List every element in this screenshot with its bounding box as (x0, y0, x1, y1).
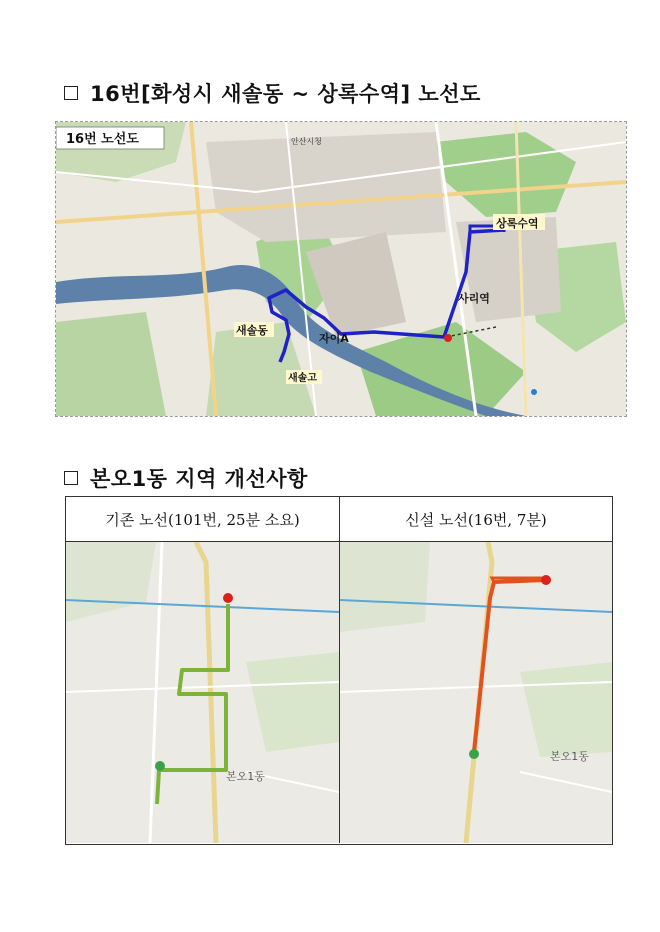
map-title-label: 16번 노선도 (66, 132, 139, 147)
new-route-map (340, 542, 612, 843)
comparison-table (65, 496, 613, 845)
heading-improvements-text: 본오1동 지역 개선사항 (90, 467, 308, 491)
label-zia: 자이A (319, 332, 349, 345)
end-marker-icon (155, 761, 165, 771)
existing-route-map-graphic (66, 542, 339, 843)
label-sari: 사리역 (458, 292, 490, 305)
right-map-area-label: 본오1동 (550, 750, 589, 763)
section-heading-improvements (64, 463, 308, 493)
section-heading-route-map (64, 78, 481, 108)
route-16-map-graphic (56, 122, 626, 416)
left-map-area-label: 본오1동 (226, 770, 265, 783)
label-saesol-go: 새솔고 (288, 373, 317, 384)
start-marker-icon (223, 593, 233, 603)
right-header: 신설 노선(16번, 7분) (340, 497, 612, 542)
checkbox-icon (64, 86, 78, 100)
label-saesol-dong: 새솔동 (236, 324, 268, 337)
heading-route-map-text: 16번[화성시 새솔동 ~ 상록수역] 노선도 (90, 82, 481, 106)
end-marker-icon (469, 749, 479, 759)
route-16-map (55, 121, 627, 417)
map-marker-icon (444, 334, 452, 342)
start-marker-icon (541, 575, 551, 585)
checkbox-icon (64, 471, 78, 485)
label-ansan-city-hall: 안산시청 (291, 137, 322, 146)
existing-route-map (66, 542, 340, 843)
new-route-map-graphic (340, 542, 612, 843)
left-header: 기존 노선(101번, 25분 소요) (66, 497, 340, 542)
label-sangnoksu: 상록수역 (496, 217, 539, 230)
